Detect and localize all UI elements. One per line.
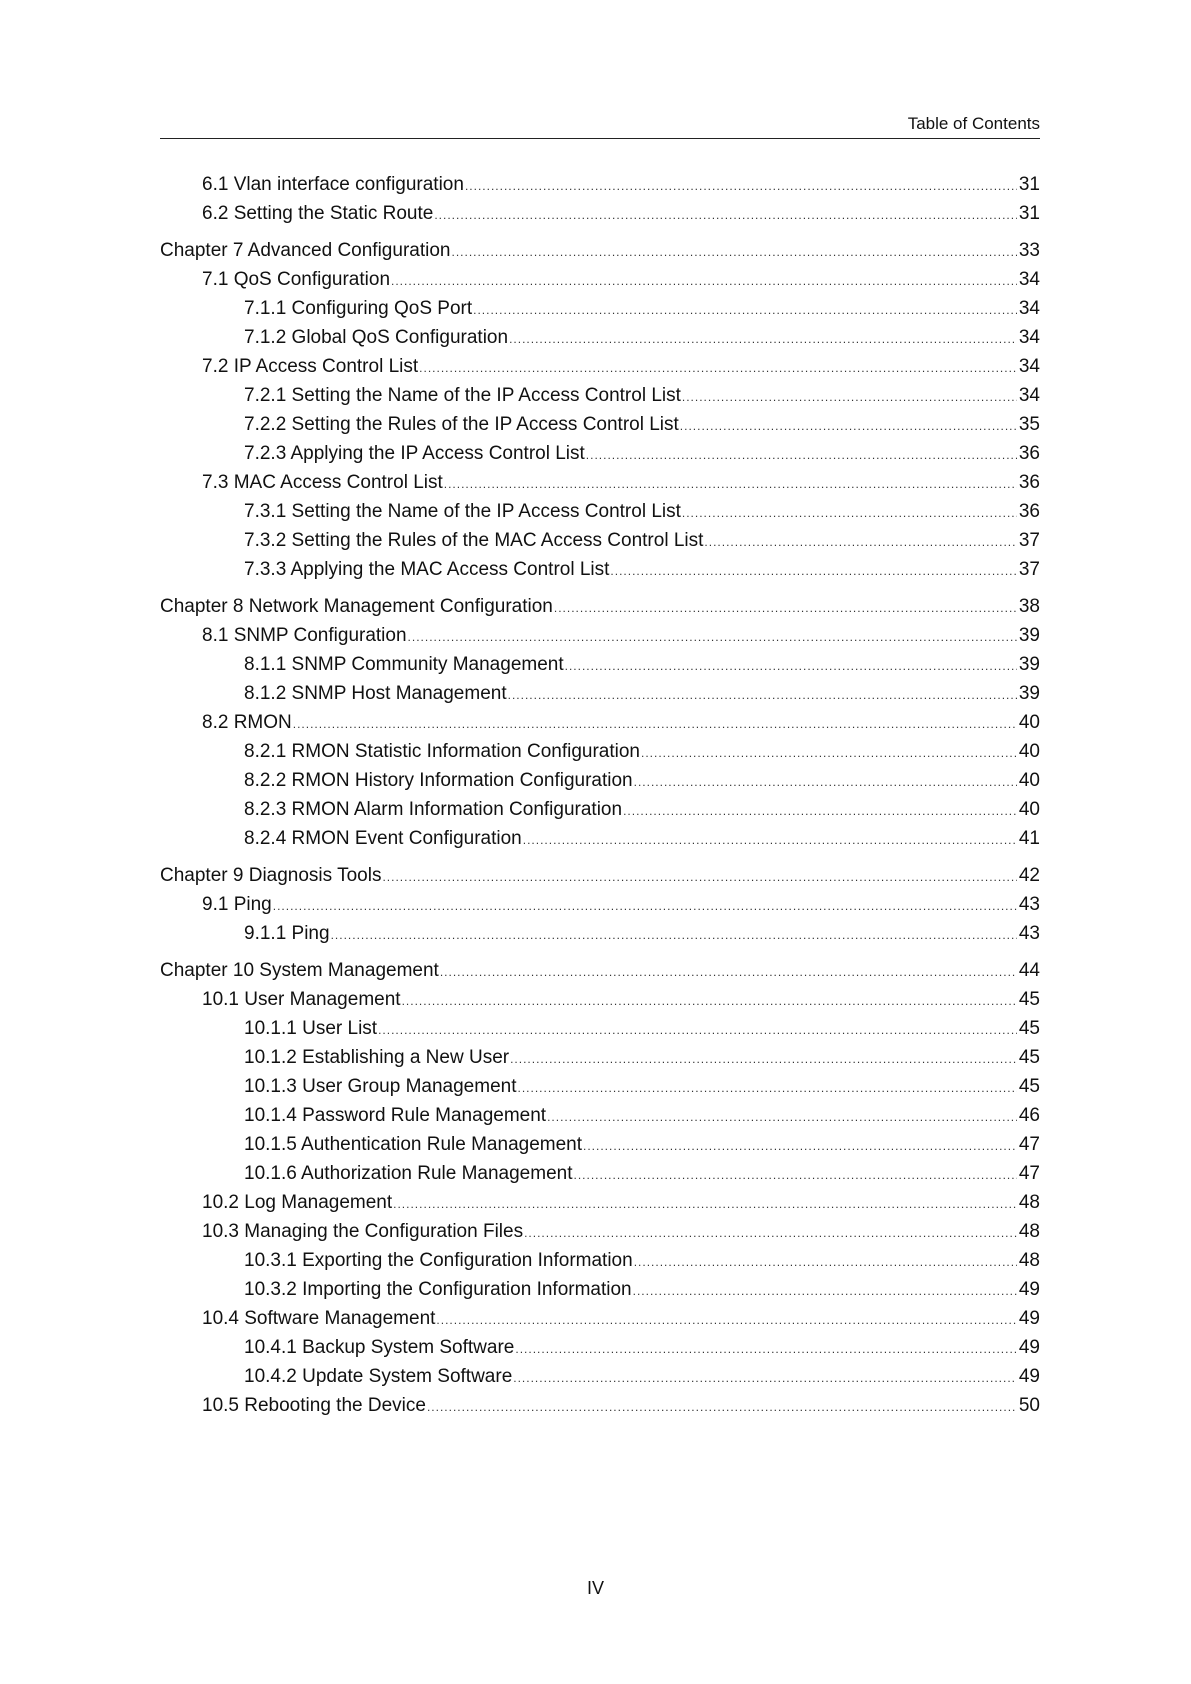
toc-dot-leader	[436, 1306, 1016, 1335]
toc-entry-page: 35	[1018, 414, 1040, 435]
page-header	[160, 114, 1040, 139]
toc-entry-title: Chapter 10 System Management	[160, 960, 439, 981]
toc-dot-leader	[682, 499, 1017, 528]
toc-dot-leader	[633, 1277, 1017, 1306]
toc-subsection-entry[interactable]	[160, 1072, 1040, 1101]
toc-dot-leader	[524, 1219, 1017, 1248]
toc-dot-leader	[574, 1161, 1017, 1190]
toc-chapter-entry[interactable]	[160, 956, 1040, 985]
table-of-contents	[160, 170, 1040, 1420]
toc-dot-leader	[402, 987, 1017, 1016]
toc-subsection-entry[interactable]	[160, 526, 1040, 555]
toc-dot-leader	[610, 557, 1016, 586]
toc-entry-page: 34	[1018, 298, 1040, 319]
toc-entry-title: 7.1.2 Global QoS Configuration	[244, 327, 509, 348]
toc-entry-title: Chapter 8 Network Management Configuration	[160, 596, 553, 617]
toc-entry-page: 45	[1018, 1047, 1040, 1068]
toc-entry-page: 49	[1018, 1308, 1040, 1329]
toc-entry-page: 50	[1018, 1395, 1040, 1416]
toc-entry-page: 36	[1018, 443, 1040, 464]
toc-dot-leader	[518, 1074, 1017, 1103]
toc-dot-leader	[393, 1190, 1017, 1219]
toc-subsection-entry[interactable]	[160, 497, 1040, 526]
toc-section-entry[interactable]	[160, 890, 1040, 919]
toc-dot-leader	[586, 441, 1017, 470]
toc-dot-leader	[680, 412, 1017, 441]
toc-entry-title: 10.1.3 User Group Management	[244, 1076, 517, 1097]
toc-entry-title: 6.1 Vlan interface configuration	[202, 174, 464, 195]
toc-entry-page: 47	[1018, 1134, 1040, 1155]
toc-entry-title: 8.2 RMON	[202, 712, 292, 733]
toc-entry-title: 9.1 Ping	[202, 894, 272, 915]
toc-entry-page: 47	[1018, 1163, 1040, 1184]
toc-entry-page: 39	[1018, 654, 1040, 675]
toc-dot-leader	[515, 1335, 1016, 1364]
toc-dot-leader	[513, 1364, 1017, 1393]
toc-dot-leader	[623, 797, 1017, 826]
toc-section-entry[interactable]	[160, 468, 1040, 497]
toc-subsection-entry[interactable]	[160, 294, 1040, 323]
toc-dot-leader	[641, 739, 1017, 768]
toc-entry-page: 36	[1018, 501, 1040, 522]
toc-dot-leader	[427, 1393, 1017, 1422]
toc-entry-page: 46	[1018, 1105, 1040, 1126]
toc-dot-leader	[682, 383, 1017, 412]
toc-dot-leader	[331, 921, 1017, 950]
toc-entry-title: 9.1.1 Ping	[244, 923, 330, 944]
toc-entry-page: 33	[1018, 240, 1040, 261]
toc-section-entry[interactable]	[160, 621, 1040, 650]
toc-dot-leader	[634, 1248, 1017, 1277]
toc-dot-leader	[378, 1016, 1017, 1045]
toc-dot-leader	[440, 958, 1017, 987]
toc-entry-page: 31	[1018, 203, 1040, 224]
toc-chapter-entry[interactable]	[160, 861, 1040, 890]
toc-entry-page: 38	[1018, 596, 1040, 617]
toc-entry-page: 49	[1018, 1366, 1040, 1387]
toc-entry-page: 48	[1018, 1221, 1040, 1242]
toc-entry-title: 10.2 Log Management	[202, 1192, 393, 1213]
toc-subsection-entry[interactable]	[160, 1275, 1040, 1304]
toc-section-entry[interactable]	[160, 1304, 1040, 1333]
toc-section-entry[interactable]	[160, 985, 1040, 1014]
toc-dot-leader	[451, 238, 1016, 267]
toc-subsection-entry[interactable]	[160, 1362, 1040, 1391]
toc-entry-title: 8.2.2 RMON History Information Configuration	[244, 770, 633, 791]
toc-entry-title: Chapter 9 Diagnosis Tools	[160, 865, 382, 886]
toc-dot-leader	[382, 863, 1016, 892]
toc-dot-leader	[434, 201, 1017, 230]
toc-entry-page: 43	[1018, 894, 1040, 915]
toc-entry-title: 6.2 Setting the Static Route	[202, 203, 434, 224]
toc-entry-title: 10.5 Rebooting the Device	[202, 1395, 426, 1416]
toc-entry-page: 41	[1018, 828, 1040, 849]
toc-entry-page: 37	[1018, 559, 1040, 580]
toc-section-entry[interactable]	[160, 170, 1040, 199]
toc-subsection-entry[interactable]	[160, 824, 1040, 853]
toc-subsection-entry[interactable]	[160, 555, 1040, 584]
toc-entry-page: 34	[1018, 327, 1040, 348]
toc-entry-page: 48	[1018, 1250, 1040, 1271]
toc-entry-page: 40	[1018, 712, 1040, 733]
toc-entry-title: 10.4.2 Update System Software	[244, 1366, 513, 1387]
toc-dot-leader	[523, 826, 1017, 855]
toc-entry-title: 7.2 IP Access Control List	[202, 356, 419, 377]
toc-entry-title: 7.1.1 Configuring QoS Port	[244, 298, 473, 319]
toc-entry-title: 10.3.2 Importing the Configuration Information	[244, 1279, 632, 1300]
toc-entry-page: 48	[1018, 1192, 1040, 1213]
toc-subsection-entry[interactable]	[160, 1333, 1040, 1362]
toc-entry-page: 34	[1018, 385, 1040, 406]
toc-entry-title: 10.1.5 Authentication Rule Management	[244, 1134, 583, 1155]
toc-subsection-entry[interactable]	[160, 381, 1040, 410]
toc-entry-page: 34	[1018, 356, 1040, 377]
toc-entry-title: 10.4.1 Backup System Software	[244, 1337, 515, 1358]
toc-entry-title: 10.1 User Management	[202, 989, 401, 1010]
toc-section-entry[interactable]	[160, 199, 1040, 228]
toc-entry-title: 10.1.1 User List	[244, 1018, 378, 1039]
toc-entry-title: 10.3.1 Exporting the Configuration Information	[244, 1250, 633, 1271]
toc-chapter-entry[interactable]	[160, 236, 1040, 265]
toc-subsection-entry[interactable]	[160, 1043, 1040, 1072]
toc-entry-title: 10.1.4 Password Rule Management	[244, 1105, 547, 1126]
toc-entry-title: 7.2.2 Setting the Rules of the IP Access Control List	[244, 414, 679, 435]
toc-entry-title: 10.1.2 Establishing a New User	[244, 1047, 510, 1068]
toc-dot-leader	[554, 594, 1017, 623]
toc-dot-leader	[510, 1045, 1017, 1074]
toc-entry-title: Chapter 7 Advanced Configuration	[160, 240, 451, 261]
toc-entry-title: 7.3.1 Setting the Name of the IP Access Control List	[244, 501, 681, 522]
toc-entry-title: 7.3.3 Applying the MAC Access Control List	[244, 559, 610, 580]
toc-section-entry[interactable]	[160, 1188, 1040, 1217]
toc-dot-leader	[419, 354, 1017, 383]
toc-subsection-entry[interactable]	[160, 650, 1040, 679]
toc-dot-leader	[634, 768, 1017, 797]
toc-subsection-entry[interactable]	[160, 323, 1040, 352]
toc-entry-title: 10.4 Software Management	[202, 1308, 436, 1329]
toc-subsection-entry[interactable]	[160, 1101, 1040, 1130]
toc-entry-page: 31	[1018, 174, 1040, 195]
toc-entry-page: 45	[1018, 989, 1040, 1010]
toc-subsection-entry[interactable]	[160, 439, 1040, 468]
toc-entry-page: 40	[1018, 799, 1040, 820]
toc-subsection-entry[interactable]	[160, 766, 1040, 795]
toc-dot-leader	[293, 710, 1017, 739]
toc-entry-title: 7.2.3 Applying the IP Access Control List	[244, 443, 585, 464]
toc-entry-title: 8.2.4 RMON Event Configuration	[244, 828, 522, 849]
toc-dot-leader	[565, 652, 1017, 681]
toc-dot-leader	[704, 528, 1016, 557]
toc-subsection-entry[interactable]	[160, 737, 1040, 766]
toc-entry-title: 7.3.2 Setting the Rules of the MAC Access Control List	[244, 530, 704, 551]
toc-dot-leader	[547, 1103, 1017, 1132]
toc-entry-page: 44	[1018, 960, 1040, 981]
toc-subsection-entry[interactable]	[160, 1159, 1040, 1188]
toc-entry-page: 42	[1018, 865, 1040, 886]
toc-section-entry[interactable]	[160, 1391, 1040, 1420]
toc-entry-title: 7.3 MAC Access Control List	[202, 472, 443, 493]
toc-section-entry[interactable]	[160, 708, 1040, 737]
toc-entry-title: 8.1.2 SNMP Host Management	[244, 683, 507, 704]
toc-entry-page: 40	[1018, 741, 1040, 762]
header-title: Table of Contents	[907, 114, 1040, 133]
toc-entry-title: 8.1 SNMP Configuration	[202, 625, 407, 646]
toc-entry-title: 8.2.1 RMON Statistic Information Configuration	[244, 741, 641, 762]
toc-entry-title: 7.1 QoS Configuration	[202, 269, 391, 290]
toc-entry-page: 45	[1018, 1076, 1040, 1097]
toc-entry-title: 8.1.1 SNMP Community Management	[244, 654, 564, 675]
toc-section-entry[interactable]	[160, 352, 1040, 381]
toc-subsection-entry[interactable]	[160, 1246, 1040, 1275]
toc-dot-leader	[465, 172, 1017, 201]
toc-subsection-entry[interactable]	[160, 919, 1040, 948]
toc-dot-leader	[273, 892, 1017, 921]
toc-entry-page: 37	[1018, 530, 1040, 551]
toc-entry-page: 49	[1018, 1337, 1040, 1358]
toc-dot-leader	[391, 267, 1017, 296]
toc-subsection-entry[interactable]	[160, 410, 1040, 439]
toc-entry-page: 40	[1018, 770, 1040, 791]
toc-entry-title: 8.2.3 RMON Alarm Information Configuration	[244, 799, 623, 820]
toc-entry-page: 49	[1018, 1279, 1040, 1300]
toc-subsection-entry[interactable]	[160, 679, 1040, 708]
toc-entry-page: 34	[1018, 269, 1040, 290]
toc-entry-title: 10.1.6 Authorization Rule Management	[244, 1163, 573, 1184]
toc-dot-leader	[583, 1132, 1017, 1161]
toc-entry-page: 43	[1018, 923, 1040, 944]
toc-subsection-entry[interactable]	[160, 1130, 1040, 1159]
toc-entry-page: 36	[1018, 472, 1040, 493]
toc-subsection-entry[interactable]	[160, 795, 1040, 824]
toc-entry-title: 10.3 Managing the Configuration Files	[202, 1221, 524, 1242]
toc-entry-page: 39	[1018, 625, 1040, 646]
toc-subsection-entry[interactable]	[160, 1014, 1040, 1043]
toc-section-entry[interactable]	[160, 265, 1040, 294]
toc-dot-leader	[444, 470, 1017, 499]
toc-dot-leader	[509, 325, 1017, 354]
toc-entry-page: 39	[1018, 683, 1040, 704]
toc-dot-leader	[473, 296, 1017, 325]
toc-entry-title: 7.2.1 Setting the Name of the IP Access Control List	[244, 385, 681, 406]
toc-dot-leader	[408, 623, 1017, 652]
toc-chapter-entry[interactable]	[160, 592, 1040, 621]
toc-section-entry[interactable]	[160, 1217, 1040, 1246]
page-number: IV	[586, 1578, 604, 1598]
toc-entry-page: 45	[1018, 1018, 1040, 1039]
toc-dot-leader	[508, 681, 1017, 710]
